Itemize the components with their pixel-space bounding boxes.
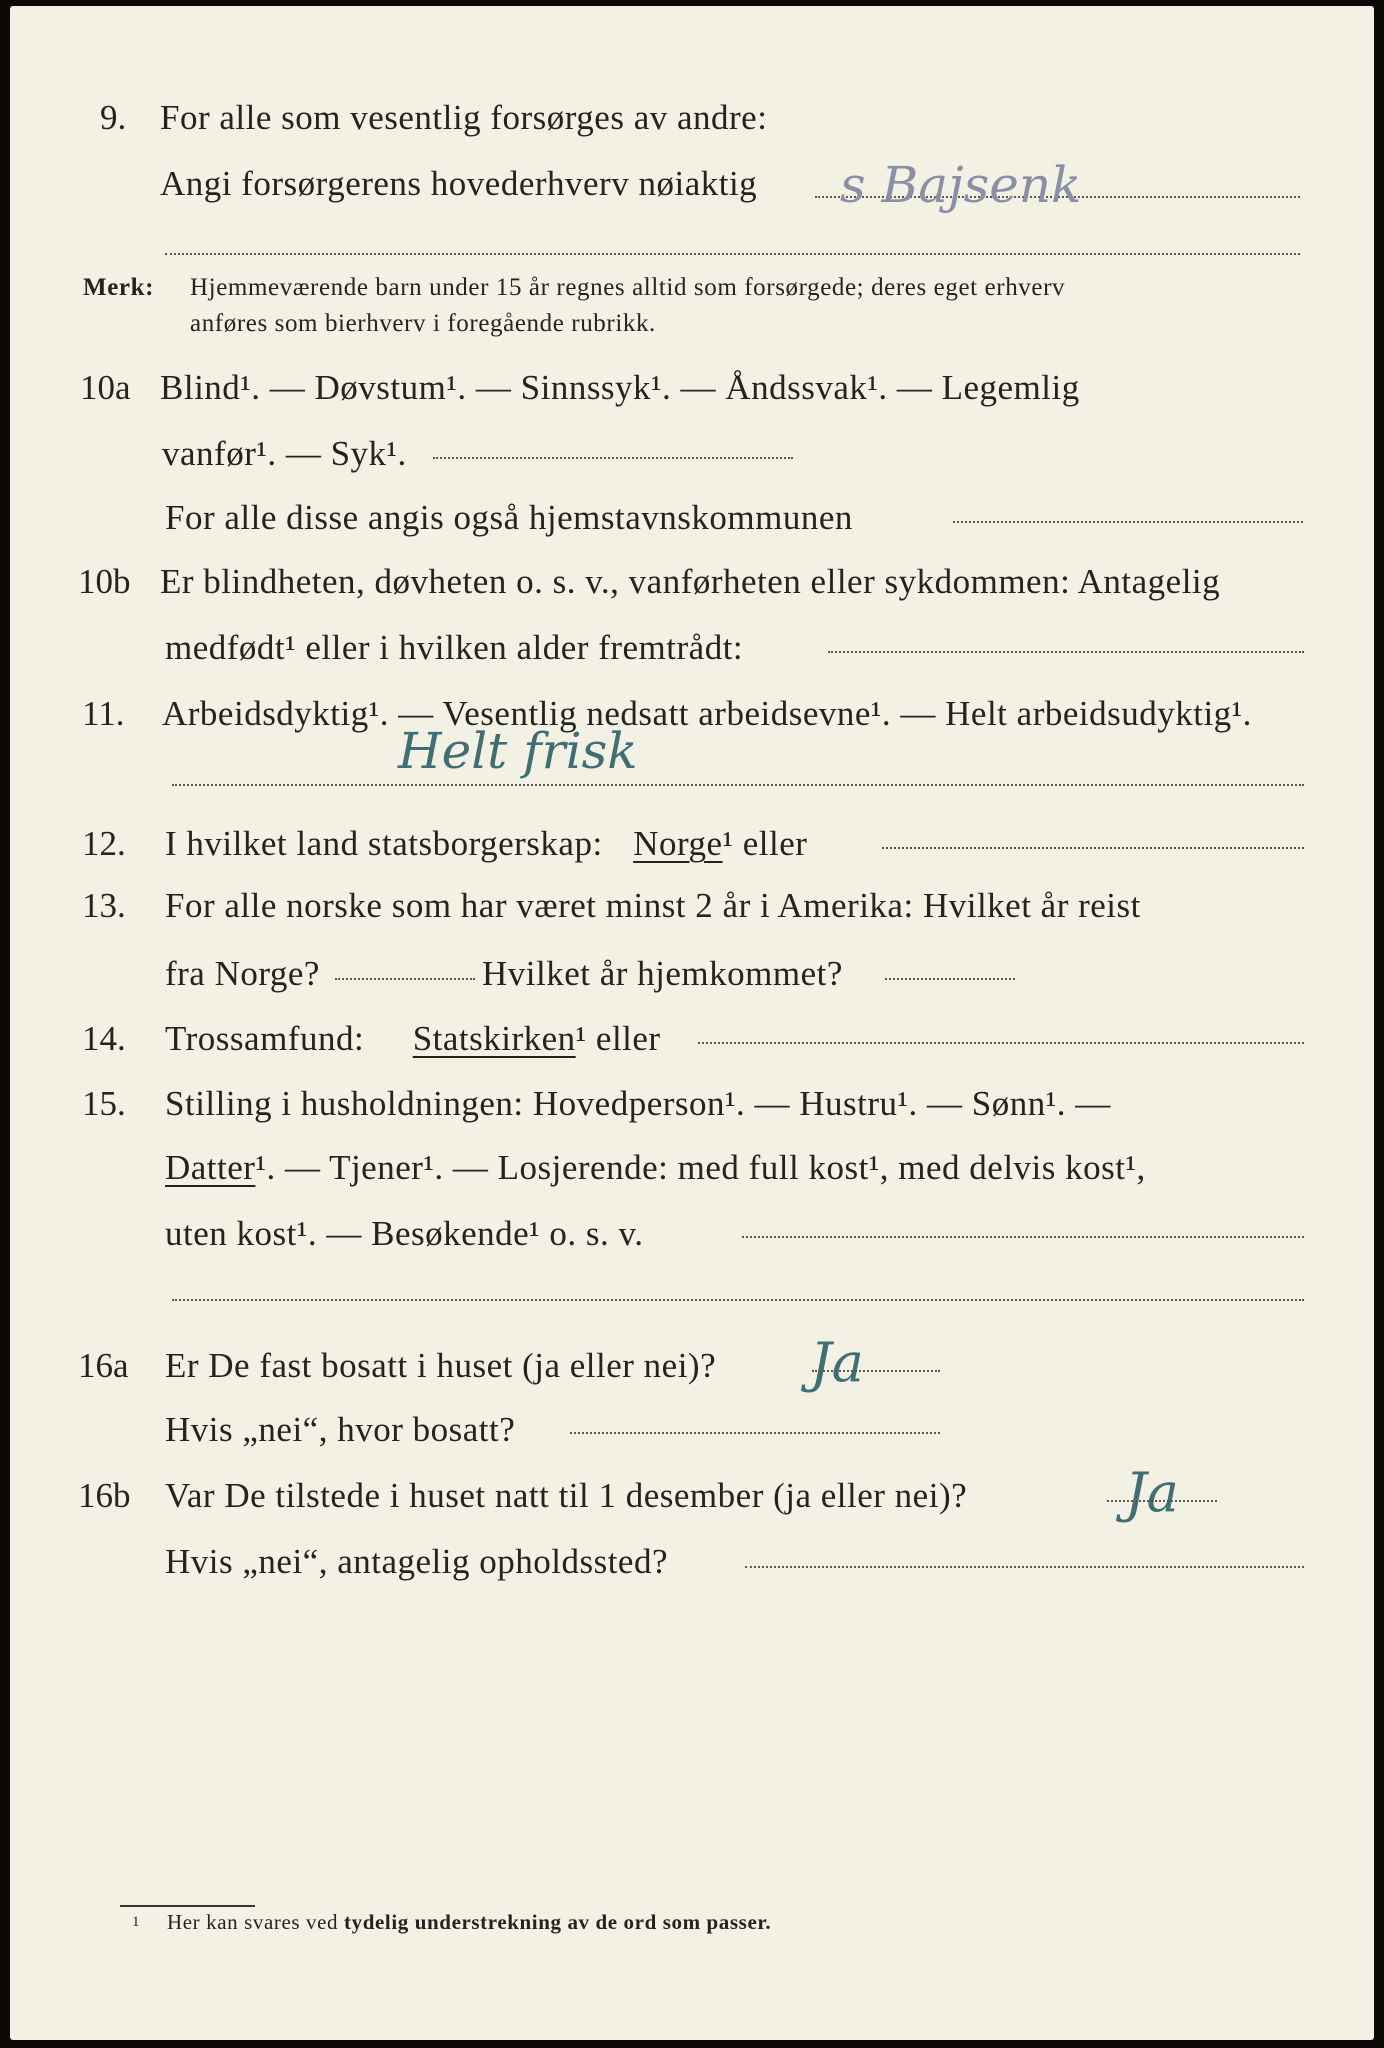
q15-answer-line-2 (172, 1299, 1304, 1301)
q16b-line2: Hvis „nei“, antagelig opholdssted? (165, 1542, 668, 1581)
q11-line1: Arbeidsdyktig¹. — Vesentlig nedsatt arbeidsevne¹. — Helt arbeidsudyktig¹. (162, 694, 1252, 733)
q11-handwritten-answer: Helt frisk (398, 722, 638, 780)
q9-handwritten-answer: s Bajsenk (840, 156, 1082, 214)
q16b-handwritten-answer: Ja (1125, 1461, 1179, 1524)
q14-number: 14. (82, 1019, 126, 1058)
q16b-line1: Var De tilstede i huset natt til 1 desember (ja eller nei)? (165, 1476, 968, 1515)
q14-answer-line (698, 1042, 1304, 1044)
q15-answer-line (742, 1236, 1304, 1238)
q16a-line1: Er De fast bosatt i huset (ja eller nei)? (165, 1346, 717, 1385)
q9-answer-line-2 (165, 253, 1300, 255)
q12-number: 12. (82, 824, 126, 863)
q13-reist-answer-line (335, 978, 475, 980)
q14-question: Trossamfund: (165, 1019, 365, 1058)
q14-statskirken-underlined: Statskirken (412, 1019, 576, 1058)
q10a-line3: For alle disse angis også hjemstavnskommunen (165, 498, 853, 537)
q15-line2 (165, 1148, 1146, 1188)
q10a-syk-answer-line (433, 457, 793, 459)
merk-line2: anføres som bierhverv i foregående rubrikk. (190, 310, 656, 337)
census-form-page (10, 6, 1374, 2040)
footnote-text (167, 1910, 771, 1935)
q9-number: 9. (100, 98, 127, 137)
q16b-number: 16b (78, 1476, 131, 1515)
q16b-answer-line (1107, 1500, 1217, 1502)
q12-question: I hvilket land statsborgerskap: (165, 824, 603, 863)
merk-label: Merk: (83, 274, 155, 301)
q10a-line1: Blind¹. — Døvstum¹. — Sinnssyk¹. — Åndssvak¹. — Legemlig (160, 368, 1080, 407)
q10a-number: 10a (80, 368, 131, 407)
q11-number: 11. (82, 694, 125, 733)
q15-number: 15. (82, 1084, 126, 1123)
q12-line (165, 824, 807, 864)
q16a-line2: Hvis „nei“, hvor bosatt? (165, 1410, 516, 1449)
q15-line1: Stilling i husholdningen: Hovedperson¹. — Hustru¹. — Sønn¹. — (165, 1084, 1111, 1123)
q10a-line2: vanfør¹. — Syk¹. (162, 434, 407, 473)
q14-eller: ¹ eller (575, 1019, 661, 1058)
footnote-mark: 1 (132, 1914, 141, 1930)
q11-answer-line (172, 784, 1304, 786)
q10a-hjemstavn-answer-line (953, 521, 1303, 523)
q13-line2b: Hvilket år hjemkommet? (482, 954, 843, 993)
q16a-answer-line (812, 1370, 940, 1372)
q15-line3: uten kost¹. — Besøkende¹ o. s. v. (165, 1214, 644, 1253)
q12-eller: ¹ eller (722, 824, 808, 863)
q12-norge-underlined: Norge (633, 824, 723, 863)
q13-line1: For alle norske som har været minst 2 år i Amerika: Hvilket år reist (165, 886, 1141, 925)
footnote-text-bold: tydelig understrekning av de ord som passer. (344, 1910, 772, 1934)
q16a-handwritten-answer: Ja (810, 1331, 864, 1394)
q15-line2-rest: ¹. — Tjener¹. — Losjerende: med full kost¹, med delvis kost¹, (255, 1148, 1146, 1187)
footnote-rule (120, 1905, 255, 1907)
q13-hjemkommet-answer-line (885, 978, 1015, 980)
q14-line (165, 1019, 661, 1059)
q15-datter-underlined: Datter (165, 1148, 256, 1187)
q13-line2a: fra Norge? (165, 954, 320, 993)
q10b-line1: Er blindheten, døvheten o. s. v., vanførheten eller sykdommen: Antagelig (160, 562, 1221, 601)
q10b-answer-line (828, 651, 1304, 653)
q16a-bosatt-answer-line (570, 1432, 940, 1434)
q10b-number: 10b (78, 562, 131, 601)
q16b-opholdssted-answer-line (745, 1566, 1304, 1568)
q13-number: 13. (82, 886, 126, 925)
q9-line2: Angi forsørgerens hovederhverv nøiaktig (160, 164, 758, 203)
footnote-text-pre: Her kan svares ved (167, 1910, 339, 1934)
q10b-line2: medfødt¹ eller i hvilken alder fremtrådt: (165, 628, 744, 667)
q12-answer-line (882, 847, 1304, 849)
q16a-number: 16a (78, 1346, 129, 1385)
merk-line1: Hjemmeværende barn under 15 år regnes alltid som forsørgede; deres eget erhverv (190, 274, 1066, 301)
q9-line1: For alle som vesentlig forsørges av andre: (160, 98, 768, 137)
